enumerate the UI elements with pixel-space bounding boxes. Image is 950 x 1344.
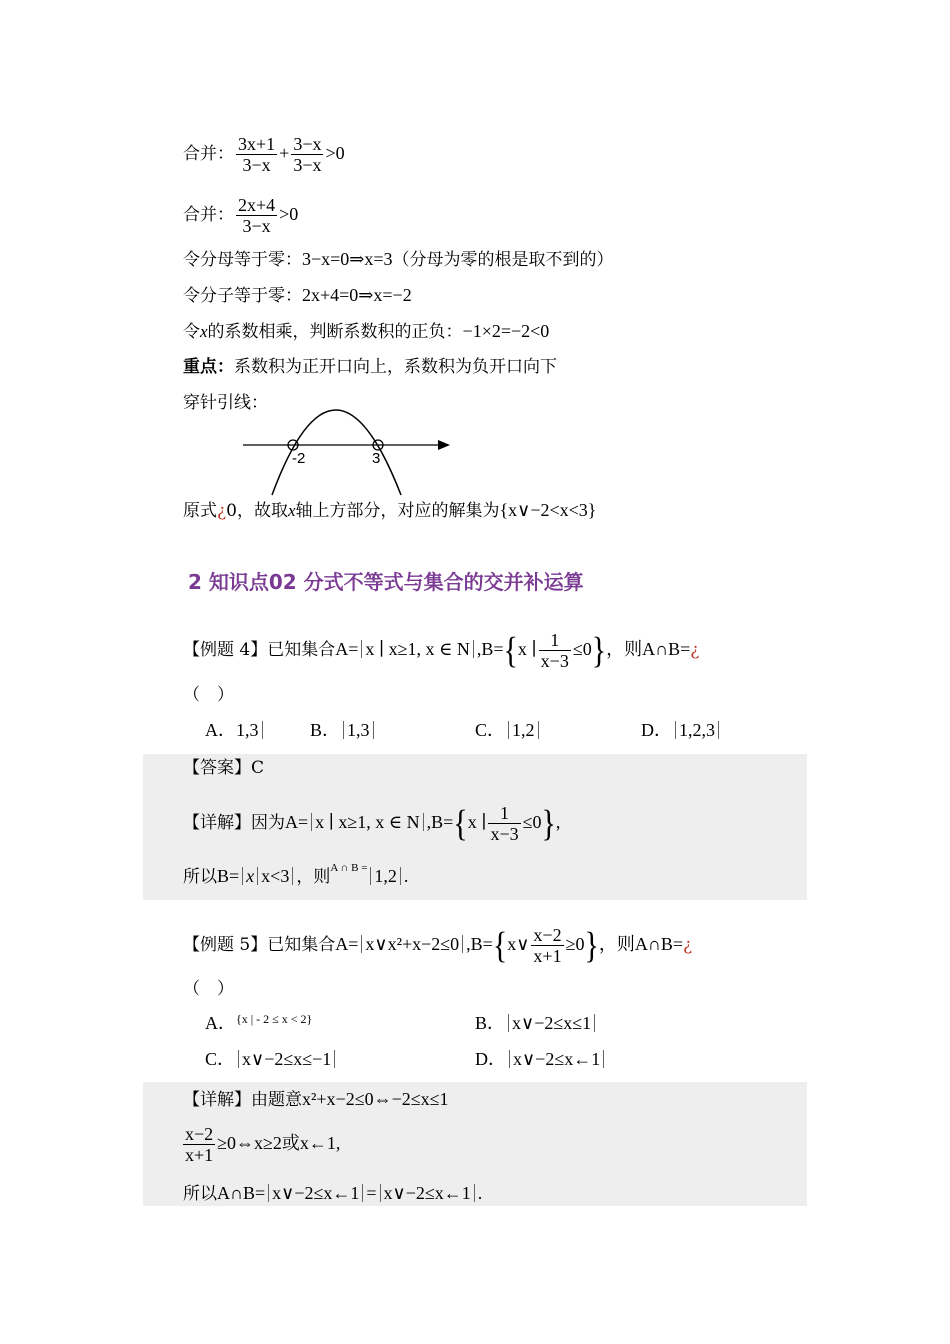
thread-label: 穿针引线： [183,393,268,413]
coefficient-line: 令x的系数相乘，判断系数积的正负：−1×2=−2<0 [183,321,550,342]
example5-question: 【例题 5】已知集合A= x∨x²+x−2≤0 ,B={x∨ $\frac{x-2}{x+1}$ ≥0}，则A∩B=¿ [183,924,693,966]
key-point-line: 重点：系数积为正开口向上，系数积为负开口向下 [183,357,557,377]
answer4-detail: 【详解】因为A= x ∣ x≥1, x ∈ N ,B={x ∣ $\frac{1}{x-3}$ ≤0}, [183,802,561,844]
section-heading: 2 知识点02 分式不等式与集合的交并补运算 [188,570,584,594]
root-label-left: -2 [292,450,306,467]
example4-option-b[interactable]: B． 1,3 [310,718,377,742]
key-point-label: 重点： [183,357,234,377]
example4-option-a[interactable]: A．1,3 [205,718,266,742]
example4-question: 【例题 4】已知集合A= x ∣ x≥1, x ∈ N ,B={x ∣ $\frac{1}{x-3}$ ≤0}，则A∩B=¿ [183,629,700,671]
merge-line-2: 合并： $\frac{2x+4}{3-x}$ >0 [183,195,299,236]
fraction-2: $\frac{3-x}{3-x}$ [293,134,322,175]
fraction-1: $\frac{3x+1}{3-x}$ [238,134,276,175]
axis-arrow-icon [438,440,450,450]
example5-option-d[interactable]: D． x∨−2≤x←1 [475,1047,607,1071]
example5-paren: （ ） [183,979,234,999]
fraction-3: $\frac{2x+4}{3-x}$ [238,195,276,236]
answer4-label: 【答案】C [183,758,265,778]
example4-option-d[interactable]: D． 1,2,3 [641,718,722,742]
example5-option-b[interactable]: B． x∨−2≤x≤1 [475,1011,598,1035]
example4-option-c[interactable]: C． 1,2 [475,718,542,742]
root-label-right: 3 [372,450,381,467]
parabola-sign-chart [235,385,465,500]
denominator-zero-line: 令分母等于零：3−x=0⇒x=3（分母为零的根是取不到的） [183,249,614,270]
plus-sign: + [279,143,290,163]
numerator-zero-line: 令分子等于零：2x+4=0⇒x=−2 [183,285,412,306]
merge-line-1: 合并： $\frac{3x+1}{3-x}$ + $\frac{3-x}{3-x}$ >0 [183,134,345,175]
example5-option-c[interactable]: C． x∨−2≤x≤−1 [205,1047,338,1071]
example5-fraction: $\frac{x-2}{x+1}$ [533,925,562,966]
example4-fraction: $\frac{1}{x-3}$ [540,630,569,671]
answer5-fraction: $\frac{x-2}{x+1}$ [185,1124,214,1165]
conclusion-line: 原式¿0，故取x轴上方部分，对应的解集为{x∨−2<x<3} [183,500,597,521]
example5-option-a[interactable]: A．$^{\{x | - 2 \le x < 2\}}$ [205,1012,313,1033]
answer5-detail: 【详解】由题意x²+x−2≤0⇔−2≤x≤1 [183,1089,449,1110]
example4-paren: （ ） [183,685,234,705]
answer4-fraction: $\frac{1}{x-3}$ [490,803,519,844]
merge-label: 合并： [183,144,234,164]
answer4-conclusion: 所以B= x x<3 ，则$^{A \cap B =}$ 1,2 . [183,862,409,887]
answer5-conclusion: 所以A∩B= x∨−2≤x←1 = x∨−2≤x←1 . [183,1183,483,1204]
answer5-line2: $\frac{x-2}{x+1}$ ≥0⇔x≥2或x←1, [185,1124,341,1165]
